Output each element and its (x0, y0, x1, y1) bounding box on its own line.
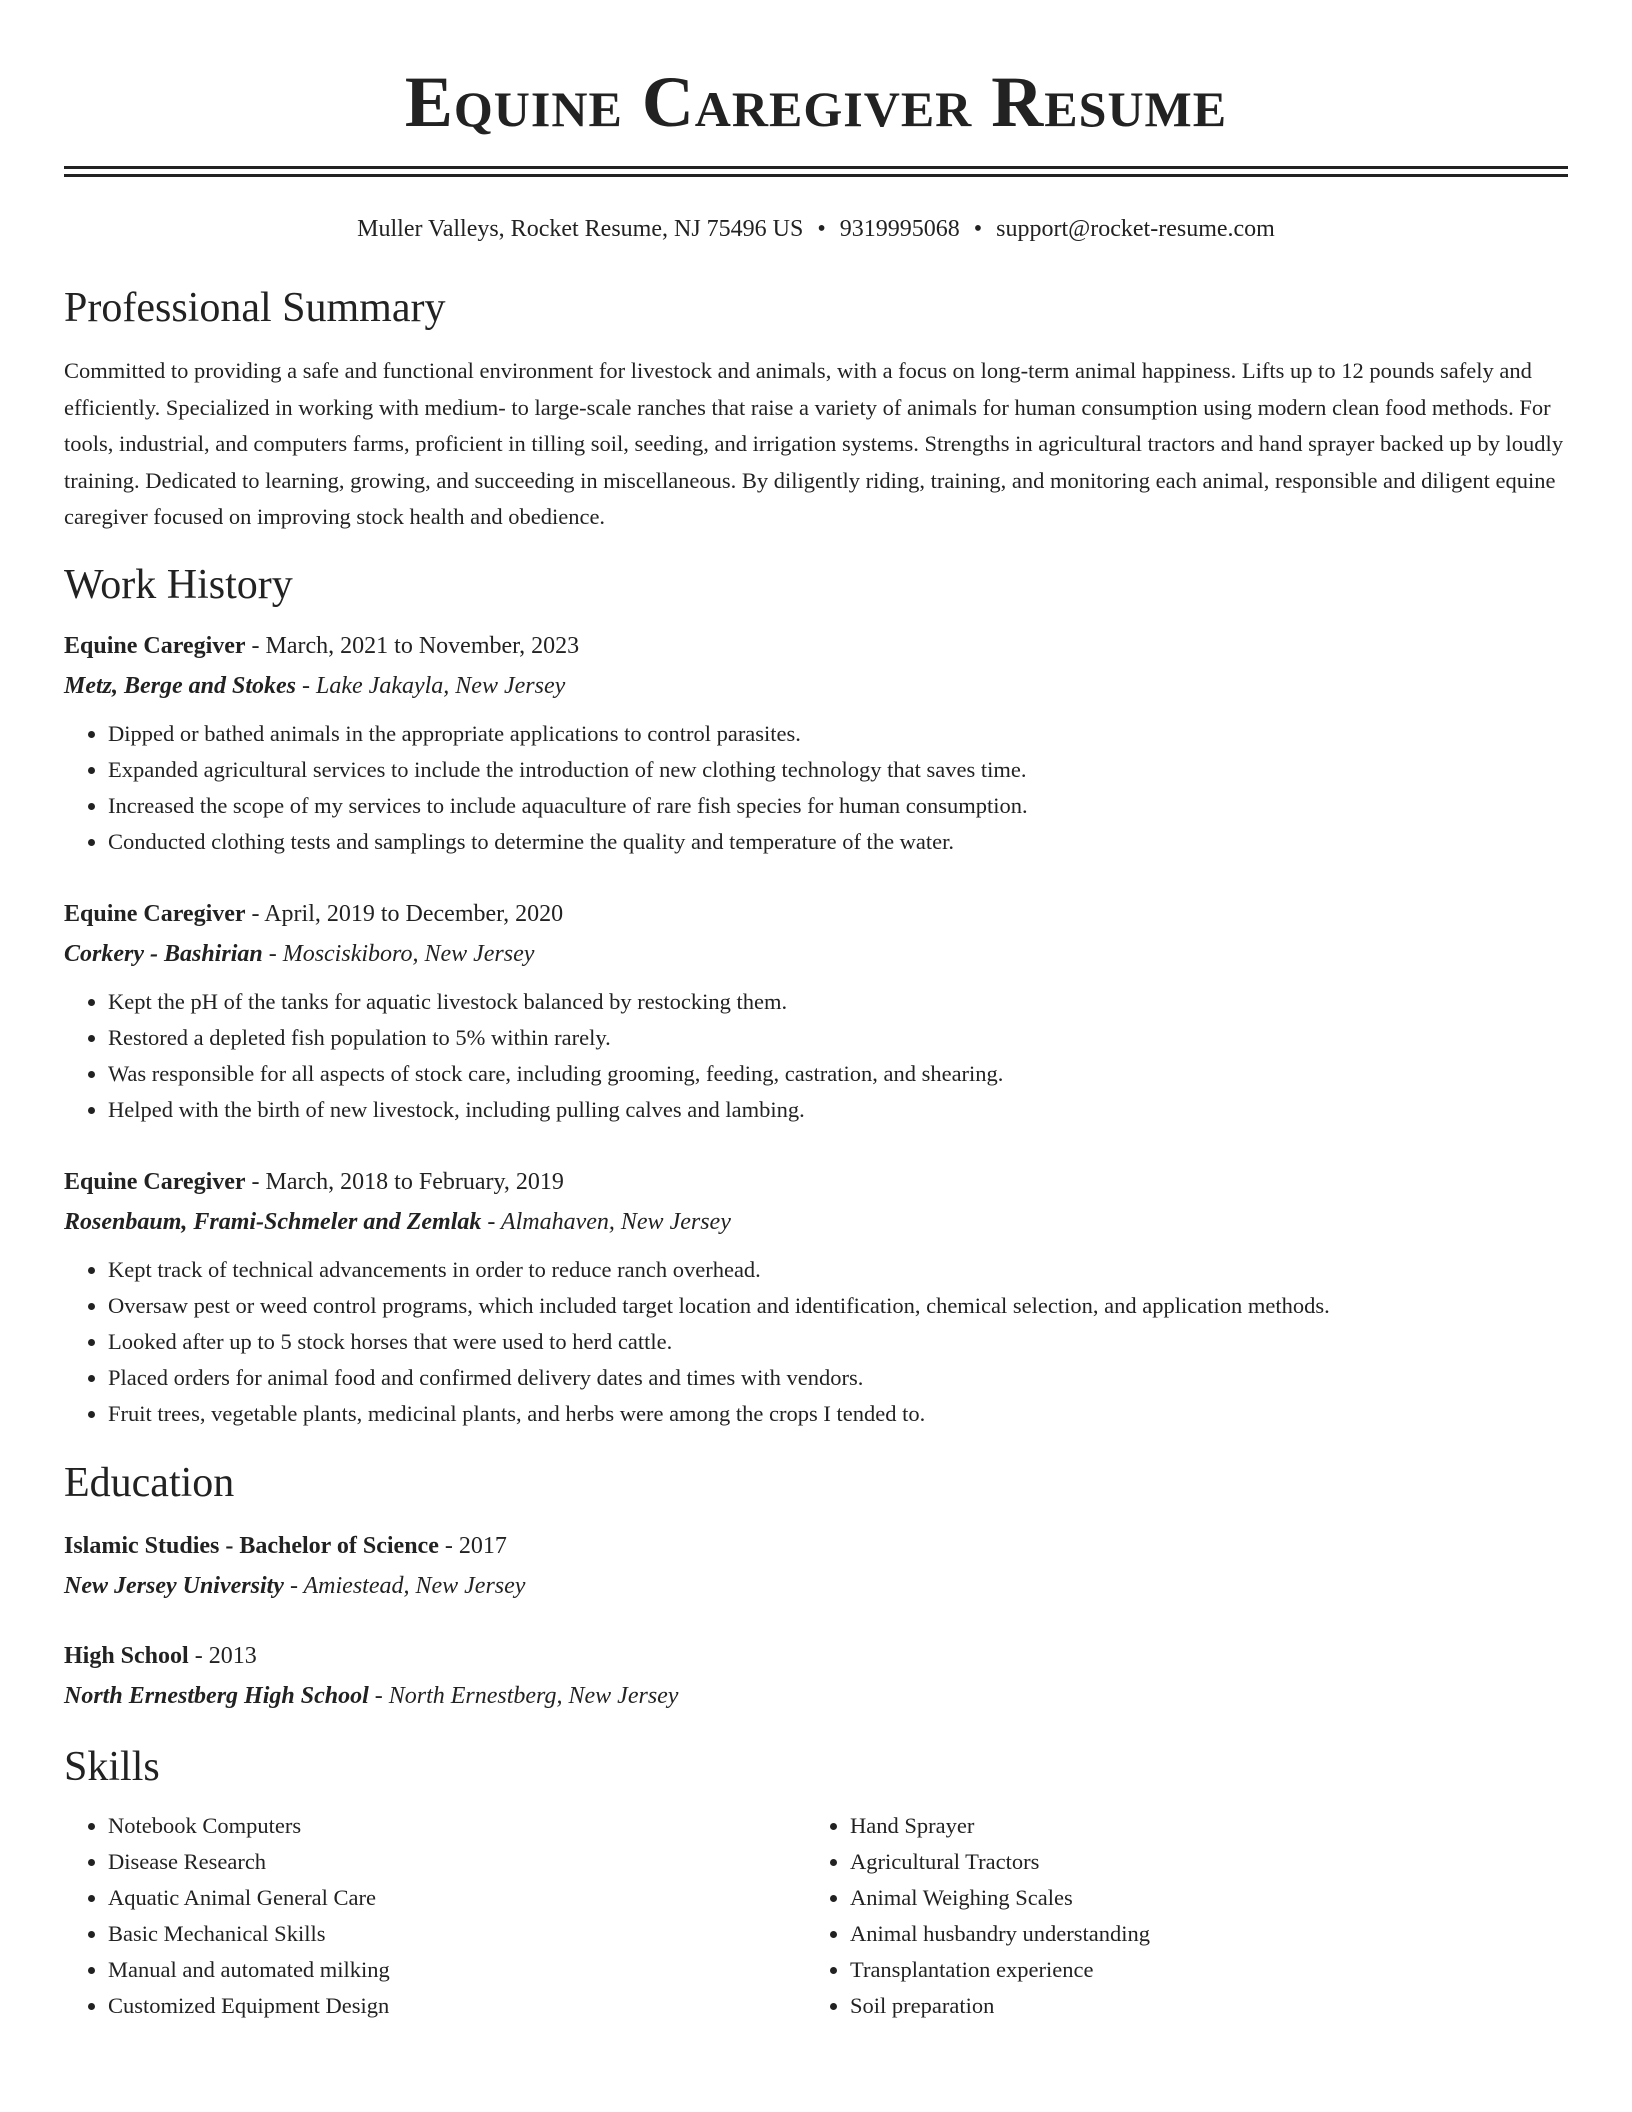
job-location: - Lake Jakayla, New Jersey (296, 672, 566, 699)
job-title: Equine Caregiver (64, 1168, 246, 1195)
degree-year: - 2013 (188, 1642, 257, 1669)
job-dates: - March, 2021 to November, 2023 (245, 632, 580, 659)
education-entry (64, 1636, 1568, 1716)
job-duty: • Kept the pH of the tanks for aquatic livestock balanced by restocking them. (108, 984, 1568, 1020)
job-duties-list (64, 984, 1568, 1128)
job-duty: • Oversaw pest or weed control programs, which included target location and identification, chemical selection, and application methods. (108, 1288, 1568, 1324)
degree-line (64, 1526, 1568, 1566)
school-name: North Ernestberg High School (64, 1682, 369, 1709)
summary-heading: Professional Summary (64, 285, 446, 331)
job-dates: - March, 2018 to February, 2019 (245, 1168, 564, 1195)
job-title-line (64, 626, 1568, 666)
contact-separator: • (973, 216, 983, 242)
job-dates: - April, 2019 to December, 2020 (245, 900, 564, 927)
skill-item: • Disease Research (108, 1844, 806, 1880)
degree-name: High School (64, 1642, 189, 1669)
contact-phone: 9319995068 (839, 216, 960, 242)
school-location: - North Ernestberg, New Jersey (368, 1682, 679, 1709)
job-title-line (64, 1162, 1568, 1202)
summary-text: Committed to providing a safe and functional environment for livestock and animals, with a focus on long-term animal happiness. Lifts up to 12 pounds safely and efficiently. Specialized in working with medium- to large-scale ranches that raise a variety of animals for human consumption using modern clean food methods. For tools, industrial, and computers farms, proficient in tilling soil, seeding, and irrigation systems. Strengths in agricultural tractors and hand sprayer backed up by loudly training. Dedicated to learning, growing, and succeeding in miscellaneous. By diligently riding, training, and monitoring each animal, responsible and diligent equine caregiver focused on improving stock health and obedience. (64, 358, 1564, 529)
job-duties-list (64, 716, 1568, 860)
job-company-line (64, 1202, 1568, 1242)
skill-item: • Animal husbandry understanding (850, 1916, 1548, 1952)
job-duty: • Helped with the birth of new livestock, including pulling calves and lambing. (108, 1092, 1568, 1128)
job-duty: • Increased the scope of my services to include aquaculture of rare fish species for human consumption. (108, 788, 1568, 824)
skill-item: • Notebook Computers (108, 1808, 806, 1844)
job-duty: • Restored a depleted fish population to 5% within rarely. (108, 1020, 1568, 1056)
job-company-line (64, 934, 1568, 974)
skills-list-right (806, 1808, 1548, 2024)
contact-email: support@rocket-resume.com (996, 216, 1275, 242)
job-entry (64, 1162, 1568, 1432)
skill-item: • Agricultural Tractors (850, 1844, 1548, 1880)
skills-list-left (64, 1808, 806, 2024)
job-entry (64, 894, 1568, 1128)
school-line (64, 1676, 1568, 1716)
contact-line (64, 213, 1568, 245)
title-divider-bottom (64, 174, 1568, 177)
job-duty: • Looked after up to 5 stock horses that were used to herd cattle. (108, 1324, 1568, 1360)
contact-address: Muller Valleys, Rocket Resume, NJ 75496 US (357, 216, 804, 242)
job-company: Metz, Berge and Stokes (64, 672, 297, 699)
skill-item: • Aquatic Animal General Care (108, 1880, 806, 1916)
skill-item: • Basic Mechanical Skills (108, 1916, 806, 1952)
job-duty: • Conducted clothing tests and samplings to determine the quality and temperature of the water. (108, 824, 1568, 860)
job-duty: • Dipped or bathed animals in the appropriate applications to control parasites. (108, 716, 1568, 752)
title-divider-top (64, 166, 1568, 169)
work-history-heading: Work History (64, 561, 293, 608)
school-line (64, 1566, 1568, 1606)
job-duty: • Was responsible for all aspects of stock care, including grooming, feeding, castration, and shearing. (108, 1056, 1568, 1092)
job-duty: • Fruit trees, vegetable plants, medicinal plants, and herbs were among the crops I tended to. (108, 1396, 1568, 1432)
job-company-line (64, 666, 1568, 706)
job-duty: • Kept track of technical advancements in order to reduce ranch overhead. (108, 1252, 1568, 1288)
skill-item: • Hand Sprayer (850, 1808, 1548, 1844)
skills-columns (64, 1808, 1568, 2024)
job-title: Equine Caregiver (64, 632, 246, 659)
degree-name: Islamic Studies - Bachelor of Science (64, 1532, 439, 1559)
skill-item: • Customized Equipment Design (108, 1988, 806, 2024)
job-duty: • Expanded agricultural services to include the introduction of new clothing technology that saves time. (108, 752, 1568, 788)
job-title: Equine Caregiver (64, 900, 246, 927)
job-title-line (64, 894, 1568, 934)
degree-line (64, 1636, 1568, 1676)
job-company: Rosenbaum, Frami-Schmeler and Zemlak (64, 1208, 482, 1235)
job-location: - Mosciskiboro, New Jersey (262, 940, 535, 967)
job-company: Corkery - Bashirian (64, 940, 263, 967)
degree-year: - 2017 (438, 1532, 507, 1559)
education-entry (64, 1526, 1568, 1606)
job-duty: • Placed orders for animal food and confirmed delivery dates and times with vendors. (108, 1360, 1568, 1396)
job-entry (64, 626, 1568, 860)
skill-item: • Animal Weighing Scales (850, 1880, 1548, 1916)
skills-heading: Skills (64, 1743, 160, 1790)
education-heading: Education (64, 1459, 235, 1506)
skill-item: • Manual and automated milking (108, 1952, 806, 1988)
resume-title: Equine Caregiver Resume (404, 62, 1228, 142)
skill-item: • Transplantation experience (850, 1952, 1548, 1988)
school-location: - Amiestead, New Jersey (283, 1572, 526, 1599)
skill-item: • Soil preparation (850, 1988, 1548, 2024)
job-location: - Almahaven, New Jersey (481, 1208, 731, 1235)
contact-separator: • (817, 216, 826, 242)
school-name: New Jersey University (64, 1572, 284, 1599)
job-duties-list (64, 1252, 1568, 1432)
